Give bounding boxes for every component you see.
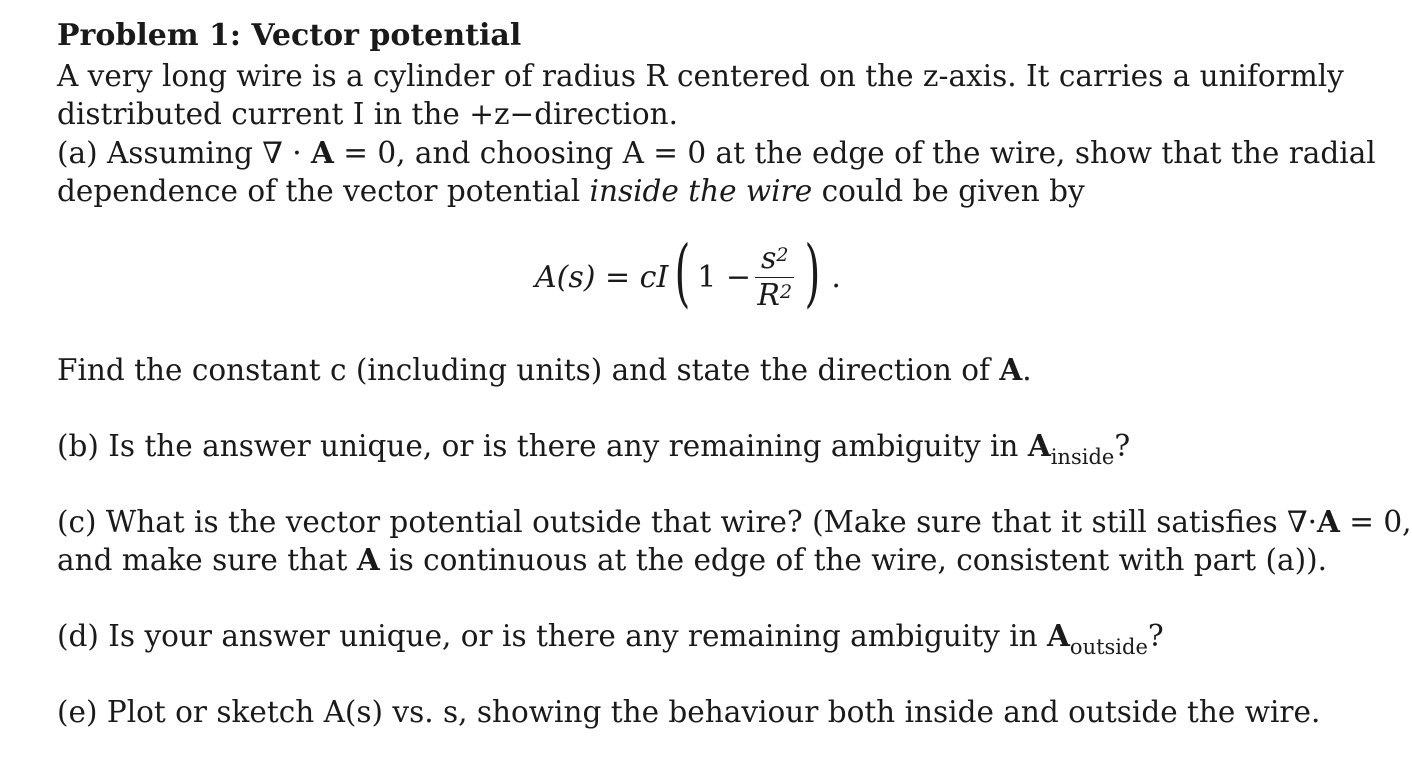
- find-suffix: .: [1022, 353, 1032, 387]
- part-b-line: [57, 427, 1307, 468]
- vector-A: A: [1027, 428, 1051, 463]
- vector-A: A: [1317, 504, 1340, 539]
- equation: [535, 232, 841, 322]
- subscript-inside: inside: [1050, 445, 1115, 469]
- intro-line-1: A very long wire is a cylinder of radius R centered on the z-axis. It carries a uniformly: [57, 59, 1344, 93]
- part-a-prefix: (a) Assuming ∇ ·: [57, 136, 311, 170]
- part-a-line-1: [57, 134, 1376, 172]
- part-a-rest: = 0, and choosing A = 0 at the edge of the wire, show that the radial: [333, 136, 1376, 170]
- part-c-suffix: = 0,: [1339, 505, 1412, 539]
- vector-A: A: [999, 352, 1023, 387]
- part-c-prefix: (c) What is the vector potential outside that wire? (Make sure that it still satisfies ∇·: [57, 505, 1317, 539]
- part-e-line: (e) Plot or sketch A(s) vs. s, showing the behaviour both inside and outside the wire.: [57, 695, 1321, 729]
- part-d-prefix: (d) Is your answer unique, or is there any remaining ambiguity in: [57, 619, 1048, 653]
- vector-A: A: [356, 542, 380, 577]
- part-a-l2-prefix: dependence of the vector potential: [57, 174, 590, 208]
- fraction-denominator: $R^2$: [757, 277, 793, 313]
- part-b-suffix: ?: [1114, 429, 1131, 463]
- fraction: [755, 240, 795, 313]
- intro-line-2: distributed current I in the +z−direction.: [57, 97, 679, 131]
- equation-period: .: [831, 259, 841, 295]
- right-paren: ): [804, 230, 821, 316]
- vector-A: A: [1047, 618, 1070, 653]
- find-prefix: Find the constant c (including units) and state the direction of: [57, 353, 1000, 387]
- part-c-line-1: [57, 503, 1412, 541]
- part-d-suffix: ?: [1147, 619, 1164, 653]
- part-a-l2-suffix: could be given by: [812, 174, 1085, 208]
- subscript-outside: outside: [1069, 635, 1148, 659]
- equation-lhs: A(s) = cI: [535, 259, 669, 295]
- fraction-numerator: $s^2$: [755, 243, 795, 278]
- vector-A: A: [310, 135, 334, 170]
- find-constant-line: [57, 351, 1307, 389]
- part-c-line-2: [57, 541, 1328, 579]
- part-a-l2-italic: inside the wire: [589, 174, 813, 208]
- problem-title: Problem 1: Vector potential: [57, 18, 522, 53]
- equation-one-minus: 1 −: [697, 259, 751, 295]
- part-a-line-2: [57, 172, 1307, 210]
- part-c-l2-suffix: is continuous at the edge of the wire, consistent with part (a)).: [379, 543, 1328, 577]
- part-c-l2-prefix: and make sure that: [57, 543, 357, 577]
- left-paren: (: [674, 230, 691, 316]
- part-b-prefix: (b) Is the answer unique, or is there any remaining ambiguity in: [57, 429, 1028, 463]
- part-d-line: [57, 617, 1307, 658]
